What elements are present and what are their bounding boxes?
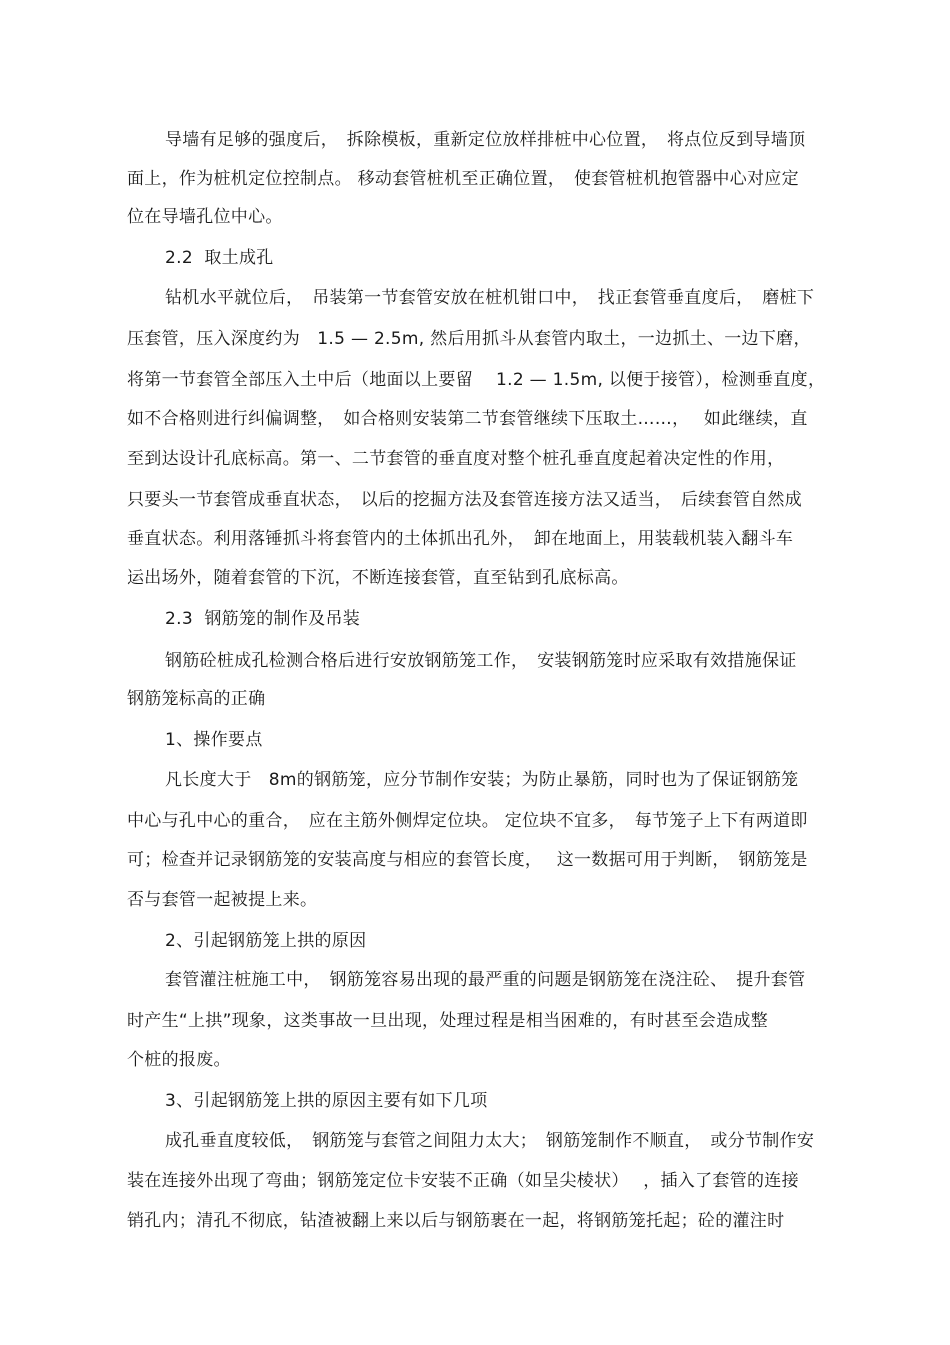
paragraph-line: 可；检查并记录钢筋笼的安装高度与相应的套管长度， 这一数据可用于判断， 钢筋笼是 — [127, 850, 808, 870]
paragraph-line: 个桩的报废。 — [127, 1050, 231, 1070]
paragraph-line: 凡长度大于 8m的钢筋笼，应分节制作安装；为防止暴筋，同时也为了保证钢筋笼 — [165, 770, 799, 790]
paragraph-line: 运出场外，随着套管的下沉，不断连接套管，直至钻到孔底标高。 — [127, 568, 629, 588]
paragraph-line: 钢筋笼标高的正确 — [127, 689, 266, 709]
paragraph-line: 垂直状态。利用落锤抓斗将套管内的土体抓出孔外， 卸在地面上，用装载机装入翻斗车 — [127, 529, 794, 549]
paragraph-line: 位在导墙孔位中心。 — [127, 207, 283, 227]
paragraph-line: 销孔内；清孔不彻底，钻渣被翻上来以后与钢筋裹在一起，将钢筋笼托起；砼的灌注时 — [127, 1211, 785, 1231]
paragraph-line: 将第一节套管全部压入土中后（地面以上要留 1.2 — 1.5m, 以便于接管），检测垂直度， — [127, 370, 826, 390]
subsection-heading: 3、引起钢筋笼上拱的原因主要有如下几项 — [165, 1091, 488, 1111]
section-heading: 2.3 钢筋笼的制作及吊装 — [165, 609, 361, 629]
paragraph-line: 成孔垂直度较低， 钢筋笼与套管之间阻力太大； 钢筋笼制作不顺直， 或分节制作安 — [165, 1131, 815, 1151]
paragraph-line: 装在连接外出现了弯曲；钢筋笼定位卡安装不正确（如呈尖棱状） ，插入了套管的连接 — [127, 1171, 799, 1191]
subsection-heading: 1、操作要点 — [165, 730, 263, 750]
section-heading: 2.2 取土成孔 — [165, 248, 274, 268]
paragraph-line: 面上，作为桩机定位控制点。 移动套管桩机至正确位置， 使套管桩机抱管器中心对应定 — [127, 169, 799, 189]
paragraph-line: 只要头一节套管成垂直状态， 以后的挖掘方法及套管连接方法又适当， 后续套管自然成 — [127, 490, 802, 510]
paragraph-line: 至到达设计孔底标高。第一、二节套管的垂直度对整个桩孔垂直度起着决定性的作用， — [127, 449, 785, 469]
paragraph-line: 钢筋砼桩成孔检测合格后进行安放钢筋笼工作， 安装钢筋笼时应采取有效措施保证 — [165, 651, 797, 671]
subsection-heading: 2、引起钢筋笼上拱的原因 — [165, 931, 367, 951]
paragraph-line: 压套管，压入深度约为 1.5 — 2.5m, 然后用抓斗从套管内取土，一边抓土、一边下磨， — [127, 329, 811, 349]
paragraph-line: 否与套管一起被提上来。 — [127, 890, 318, 910]
paragraph-line: 钻机水平就位后， 吊装第一节套管安放在桩机钳口中， 找正套管垂直度后， 磨桩下 — [165, 288, 815, 308]
paragraph-line: 中心与孔中心的重合， 应在主筋外侧焊定位块。 定位块不宜多， 每节笼子上下有两道即 — [127, 811, 808, 831]
paragraph-line: 导墙有足够的强度后， 拆除模板，重新定位放样排桩中心位置， 将点位反到导墙顶 — [165, 130, 806, 150]
paragraph-line: 如不合格则进行纠偏调整， 如合格则安装第二节套管继续下压取土……， 如此继续，直 — [127, 409, 808, 429]
paragraph-line: 时产生“上拱”现象，这类事故一旦出现，处理过程是相当困难的，有时甚至会造成整 — [127, 1011, 769, 1031]
paragraph-line: 套管灌注桩施工中， 钢筋笼容易出现的最严重的问题是钢筋笼在浇注砼、 提升套管 — [165, 970, 806, 990]
